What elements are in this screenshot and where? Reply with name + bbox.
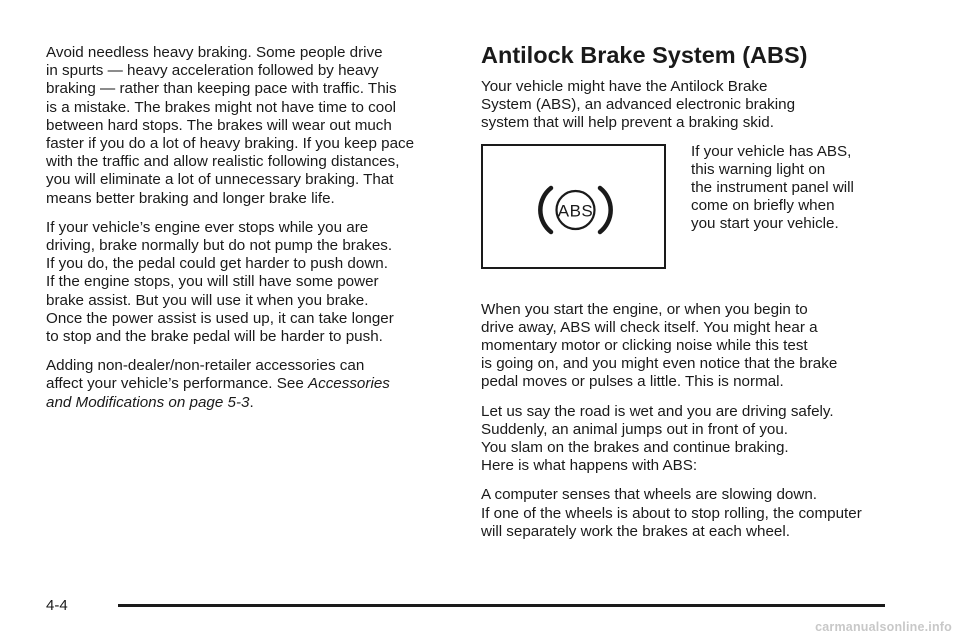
right-column bbox=[481, 40, 901, 552]
accessories-text: Adding non-dealer/non-retailer accessories can affect your vehicle’s performance. See bbox=[46, 357, 365, 393]
abs-warning-light-icon bbox=[483, 146, 668, 271]
abs-icon-label: ABS bbox=[557, 201, 594, 221]
heavy-braking-paragraph: Avoid needless heavy braking. Some people drive in spurts — heavy acceleration followed by heavy braking — rather than keeping pace with traffic. This is a mistake. The brakes might not have time to cool between hard stops. The brakes will wear out much faster if you do a lot of heavy braking. If you keep pace with the traffic and allow realistic following distances, you will eliminate a lot of unnecessary braking. That means better braking and longer brake life. bbox=[46, 44, 415, 207]
abs-figure-caption bbox=[691, 143, 891, 234]
wet-road-paragraph: Let us say the road is wet and you are driving safely. Suddenly, an animal jumps out in front of you. You slam on the brakes and continue braking. Here is what happens with ABS: bbox=[481, 402, 834, 475]
left-column bbox=[46, 44, 438, 423]
abs-warning-light-figure bbox=[481, 144, 666, 269]
abs-figure-row bbox=[481, 144, 901, 294]
accessories-cross-reference-link[interactable]: Accessories and Modifications on page 5-3 bbox=[46, 375, 390, 411]
footer-rule bbox=[118, 604, 885, 607]
computer-senses-paragraph: A computer senses that wheels are slowing down. If one of the wheels is about to stop rolling, the computer will separately work the brakes at each wheel. bbox=[481, 486, 862, 540]
left-arc-shape bbox=[540, 188, 551, 232]
abs-intro-paragraph: Your vehicle might have the Antilock Brake System (ABS), an advanced electronic braking system that will help prevent a braking skid. bbox=[481, 78, 796, 132]
section-heading: Antilock Brake System (ABS) bbox=[481, 42, 808, 68]
watermark: carmanualsonline.info bbox=[815, 620, 952, 634]
accessories-paragraph bbox=[46, 357, 438, 412]
abs-self-check-paragraph: When you start the engine, or when you begin to drive away, ABS will check itself. You might hear a momentary motor or clicking noise while this test is going on, and you might even notice that the brake pedal moves or pulses a little. This is normal. bbox=[481, 300, 838, 391]
abs-caption-text: If your vehicle has ABS, this warning light on the instrument panel will come on briefly when you start your vehicle. bbox=[691, 142, 854, 233]
accessories-period: . bbox=[249, 393, 254, 411]
right-arc-shape bbox=[600, 188, 611, 232]
engine-stops-paragraph: If your vehicle’s engine ever stops while you are driving, brake normally but do not pump the brakes. If you do, the pedal could get harder to push down. If the engine stops, you will still have some power brake assist. But you will use it when you brake. Once the power assist is used up, it can take longer to stop and the brake pedal will be harder to push. bbox=[46, 218, 394, 346]
page-number: 4-4 bbox=[46, 597, 68, 614]
